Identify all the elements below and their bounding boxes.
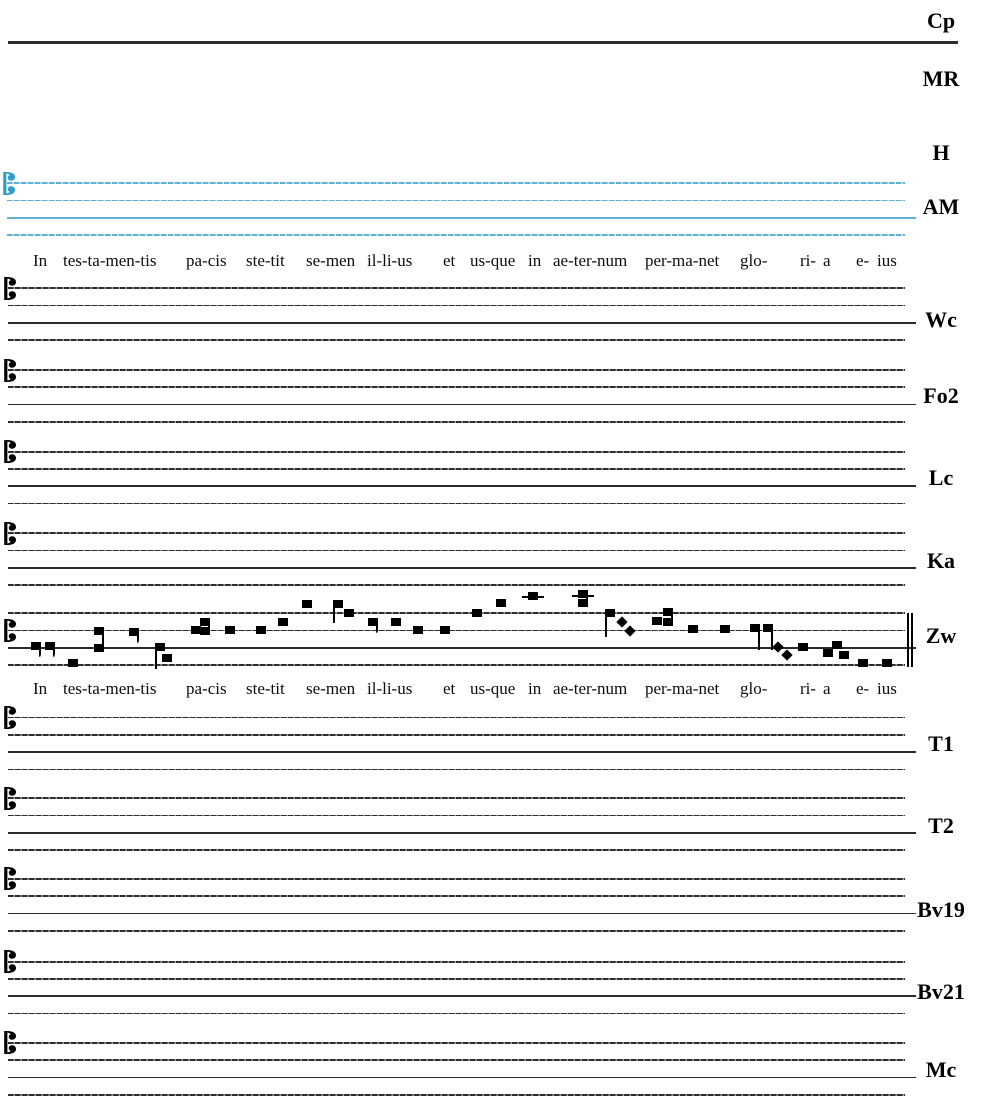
lyric-syllable: pa-cis [186,251,227,270]
neume-punctum [528,592,538,600]
lyric-syllable: ri- [800,251,817,270]
neume-plica-tail [53,649,55,657]
staff-line [8,832,916,834]
double-barline [911,613,913,667]
lyric-syllable: e- [856,251,870,270]
staff-line [8,404,916,406]
neume-stem [102,627,104,652]
c-clef-icon [2,171,16,196]
c-clef-icon [3,705,17,730]
staff-line [8,930,905,932]
lyric-syllable: e- [856,679,870,698]
neume-punctum [391,618,401,626]
staff-line [8,978,905,980]
staff-line [8,1094,905,1096]
neume-plica-tail [376,625,378,633]
lyric-syllable: et [443,251,456,270]
staff-line [8,878,905,880]
lyric-syllable: ius [877,679,897,698]
staff-line [8,1013,905,1015]
neume-punctum [413,626,423,634]
neume-stem [605,613,607,637]
staff-line [8,995,916,997]
staff-line [8,664,905,666]
lyric-syllable: us-que [470,251,516,270]
staff-line [8,322,916,324]
staff-line [8,1077,916,1079]
staff-line [8,287,905,289]
staff-line [8,751,916,753]
neume-punctum [798,643,808,651]
c-clef-icon [3,786,17,811]
source-label-h[interactable]: H [932,140,950,165]
lyric-syllable: a [823,251,831,270]
c-clef-icon [3,618,17,643]
neume-stem [758,628,760,650]
lyric-syllable: glo- [740,251,768,270]
staff-line [8,734,905,736]
staff-line [7,200,905,202]
lyric-syllable: In [33,679,48,698]
neume-punctum [839,651,849,659]
staff-line [8,717,905,719]
lyric-syllable: tes-ta-men-tis [63,679,157,698]
lyric-syllable: ae-ter-num [553,679,628,698]
double-barline [907,613,909,667]
staff-line [8,815,905,817]
lyric-row-2 [0,679,992,699]
source-label-zw[interactable]: Zw [925,623,957,648]
lyric-syllable: glo- [740,679,768,698]
source-label-ka[interactable]: Ka [926,548,956,573]
neume-punctum [652,617,662,625]
staff-line [8,567,916,569]
lyric-syllable: a [823,679,831,698]
neume-punctum [882,659,892,667]
neume-punctum [472,609,482,617]
lyric-syllable: ste-tit [246,251,285,270]
neume-rhombus [772,641,783,652]
staff-line [8,797,905,799]
staff-line [8,485,916,487]
lyric-syllable: tes-ta-men-tis [63,251,157,270]
neume-punctum [496,599,506,607]
neume-stem [155,647,157,669]
neume-plica-tail [137,635,139,643]
neume-punctum [823,649,833,657]
neume-punctum [302,600,312,608]
staff-line [8,612,905,614]
staff-line [7,234,905,236]
c-clef-icon [3,439,17,464]
c-clef-icon [3,358,17,383]
lyric-syllable: se-men [306,679,356,698]
staff-line [8,913,916,915]
neume-punctum [832,641,842,649]
staff-line [8,386,905,388]
neume-rhombus [781,649,792,660]
source-label-t1[interactable]: T1 [928,731,954,756]
lyric-syllable: se-men [306,251,356,270]
source-label-cp[interactable]: Cp [926,8,956,33]
source-label-bv19[interactable]: Bv19 [917,897,965,922]
lyric-syllable: pa-cis [186,679,227,698]
source-label-lc[interactable]: Lc [928,465,954,490]
lyric-syllable: us-que [470,679,516,698]
staff-line [8,895,905,897]
neume-stem [671,608,673,626]
lyric-syllable: In [33,251,48,270]
neume-plica-tail [39,649,41,657]
source-label-mr[interactable]: MR [922,66,960,91]
source-label-mc[interactable]: Mc [925,1057,957,1082]
staff-line [8,961,905,963]
staff-line [8,550,905,552]
lyric-row-1 [0,251,992,271]
c-clef-icon [3,949,17,974]
lyric-syllable: in [528,679,542,698]
source-label-am[interactable]: AM [922,194,960,219]
neume-punctum [256,626,266,634]
single-staff-line [8,41,958,43]
neume-punctum [278,618,288,626]
neume-punctum [225,626,235,634]
lyric-syllable: il-li-us [367,679,413,698]
source-label-t2[interactable]: T2 [928,813,954,838]
staff-line [7,217,916,219]
lyric-syllable: ae-ter-num [553,251,628,270]
staff-line [8,305,905,307]
neume-punctum [68,659,78,667]
c-clef-icon [3,276,17,301]
lyric-syllable: ste-tit [246,679,285,698]
lyric-syllable: ri- [800,679,817,698]
neume-punctum [440,626,450,634]
lyric-syllable: il-li-us [367,251,413,270]
staff-line [8,769,905,771]
neume-stem [333,604,335,623]
staff-line [8,339,905,341]
staff-line [8,451,905,453]
staff-line [8,503,905,505]
neume-punctum [688,625,698,633]
c-clef-icon [3,521,17,546]
staff-line [8,1042,905,1044]
lyric-syllable: in [528,251,542,270]
source-label-fo2[interactable]: Fo2 [923,383,959,408]
staff-line [8,532,905,534]
neume-rhombus [616,616,627,627]
staff-line [8,468,905,470]
staff-line [7,182,905,184]
lyric-syllable: per-ma-net [645,679,720,698]
staff-line [8,849,905,851]
source-label-wc[interactable]: Wc [925,307,957,332]
neume-punctum [858,659,868,667]
c-clef-icon [3,1030,17,1055]
neume-stem [208,618,210,635]
staff-line [8,369,905,371]
neume-punctum [344,609,354,617]
neume-rhombus [624,625,635,636]
lyric-syllable: per-ma-net [645,251,720,270]
lyric-syllable: et [443,679,456,698]
source-label-bv21[interactable]: Bv21 [917,979,965,1004]
staff-line [8,1059,905,1061]
staff-line [8,421,905,423]
c-clef-icon [3,866,17,891]
neume-punctum [720,625,730,633]
neume-punctum [162,654,172,662]
neume-stem [586,590,588,607]
lyric-syllable: ius [877,251,897,270]
staff-line [8,584,905,586]
